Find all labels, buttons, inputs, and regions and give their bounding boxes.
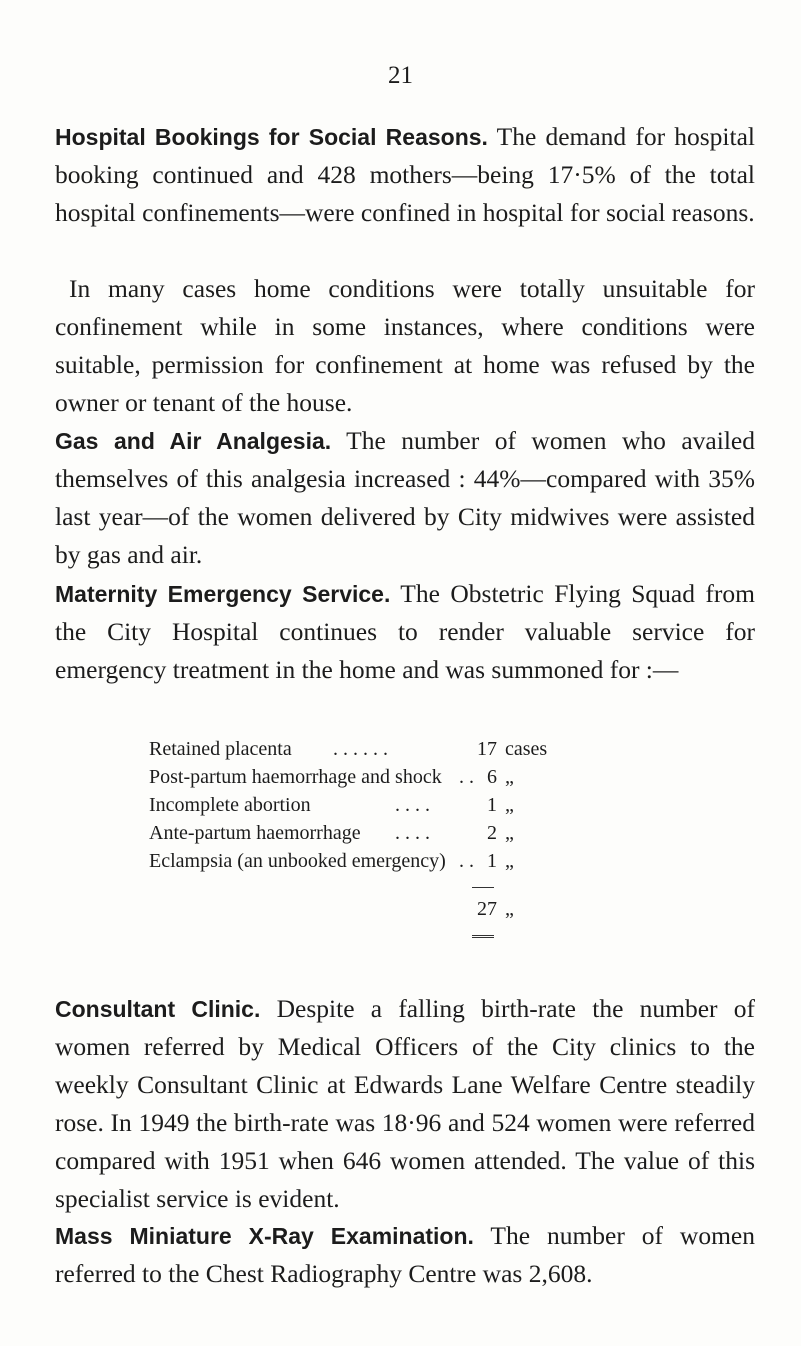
paragraph-text: Despite a falling birth-rate the number of women referred by Medical Officers of the City clinics to the weekly Consultant Clinic at Edwards Lane Welfare Centre steadily rose. In 1949 the birth-rate was 18·96 and 524 women were referred compared with 1951 when 646 women attended. The value of this specialist service is evident. — [55, 994, 756, 1213]
section-heading: Maternity Emergency Service. — [55, 581, 391, 607]
table-row — [149, 791, 609, 819]
row-count: 17 — [477, 738, 497, 760]
paragraph-text: The number of women who availed themselves of this analgesia increased : 44%—compared with 35% last year—of the women delivered by City midwives were assisted by gas and air. — [55, 426, 755, 569]
table-total-row — [149, 895, 609, 923]
leader-dots: . . . . . . — [333, 738, 388, 760]
leader-dots: . . — [459, 850, 474, 872]
paragraph-gas-air — [55, 422, 755, 574]
paragraph-text: The number of women referred to the Chest Radiography Centre was 2,608. — [55, 1221, 755, 1288]
row-label: Incomplete abortion — [149, 794, 311, 816]
row-count: 2 — [487, 822, 497, 844]
table-row — [149, 819, 609, 847]
row-count: 1 — [487, 794, 497, 816]
table-row — [149, 763, 609, 791]
paragraph-text: In many cases home conditions were totally unsuitable for confinement while in some instances, where conditions were suitable, permission for confinement at home was refused by the owner or tenant of the house. — [55, 274, 755, 417]
paragraph-text: The demand for hospital booking continued and 428 mothers—being 17·5% of the total hospital confinements—were confined in hospital for social reasons. — [55, 122, 756, 227]
paragraph-text: The Obstetric Flying Squad from the City Hospital continues to render valuable service for emergency treatment in the home and was summoned for :— — [55, 579, 755, 684]
leader-dots: . . . . — [395, 822, 430, 844]
row-unit: „ — [505, 794, 514, 816]
row-count: 1 — [487, 850, 497, 872]
row-unit: cases — [505, 738, 548, 760]
row-label: Ante-partum haemorrhage — [149, 822, 361, 844]
row-unit: „ — [505, 822, 514, 844]
row-label: Post-partum haemorrhage and shock — [149, 766, 442, 788]
leader-dots: . . — [459, 766, 474, 788]
paragraph-maternity-emergency — [55, 575, 755, 689]
page-number: 21 — [388, 62, 413, 89]
paragraph-consultant-clinic — [55, 990, 755, 1218]
section-heading: Mass Miniature X-Ray Examination. — [55, 1223, 474, 1249]
row-count: 6 — [487, 766, 497, 788]
section-heading: Hospital Bookings for Social Reasons. — [55, 124, 488, 150]
row-label: Eclampsia (an unbooked emergency) — [149, 850, 446, 872]
table-row — [149, 735, 609, 763]
paragraph-home-conditions — [55, 270, 755, 422]
total-rule — [472, 935, 494, 938]
total-count: 27 — [477, 898, 497, 920]
emergency-cases-table — [149, 735, 609, 923]
table-row — [149, 847, 609, 875]
row-unit: „ — [505, 766, 514, 788]
row-label: Retained placenta — [149, 738, 292, 760]
section-heading: Consultant Clinic. — [55, 996, 261, 1022]
paragraph-mass-xray — [55, 1217, 755, 1293]
sum-rule — [472, 887, 494, 888]
section-heading: Gas and Air Analgesia. — [55, 428, 332, 454]
leader-dots: . . . . — [395, 794, 430, 816]
paragraph-hospital-bookings — [55, 118, 755, 232]
total-unit: „ — [505, 898, 514, 920]
row-unit: „ — [505, 850, 514, 872]
